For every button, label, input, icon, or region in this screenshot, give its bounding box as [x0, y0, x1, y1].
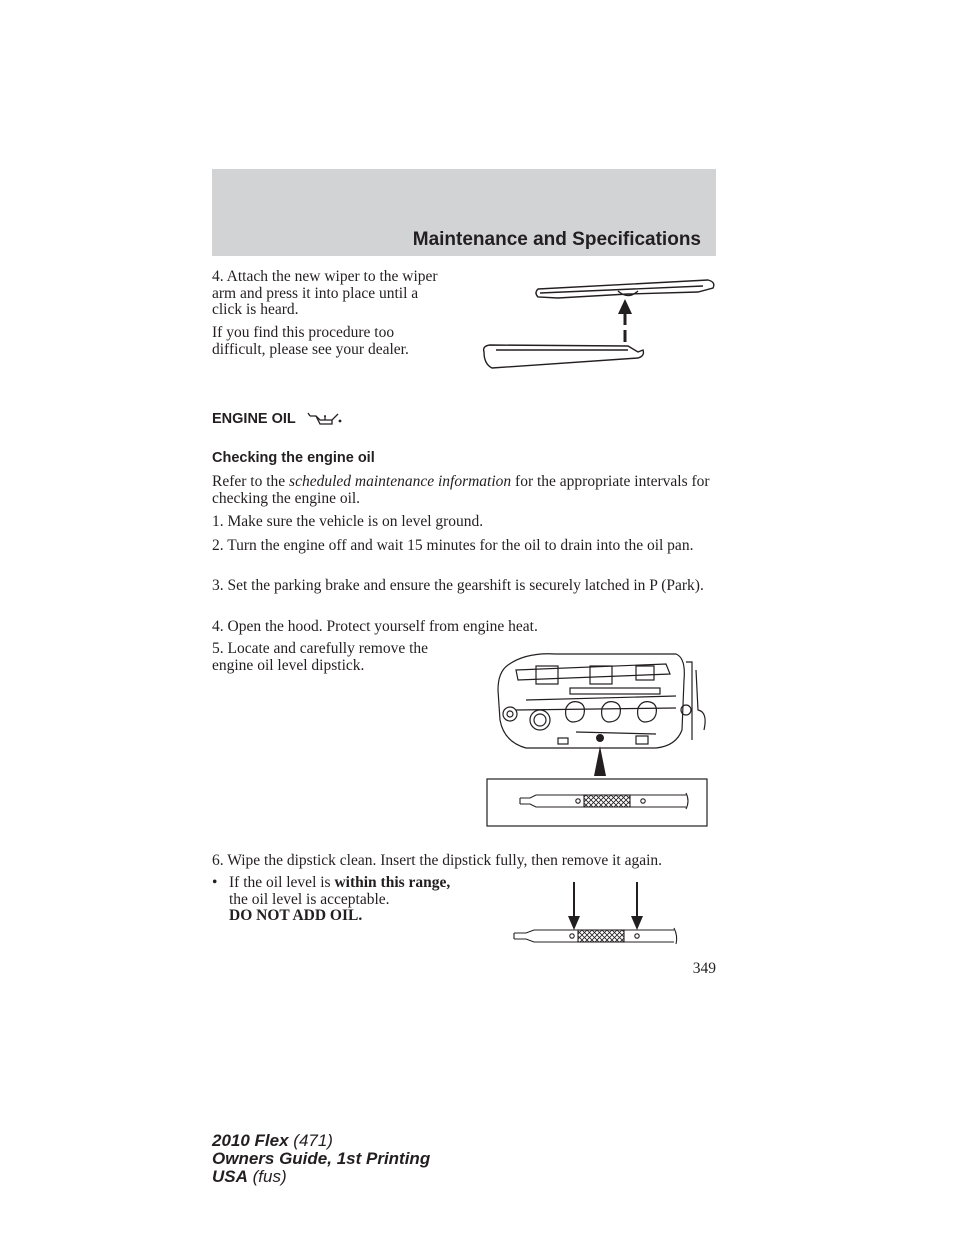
dipstick-range-illustration — [512, 880, 682, 948]
dipstick-closeup — [520, 793, 688, 809]
pointer-arrow — [594, 746, 606, 776]
wiper-difficult-note: If you find this procedure too difficult, please see your dealer. — [212, 324, 409, 358]
within-range-text: within this range, — [334, 874, 451, 891]
engine-dipstick-illustration — [486, 650, 712, 830]
step-1: 1. Make sure the vehicle is on level ground. — [212, 513, 484, 530]
step-5: 5. Locate and carefully remove the engine oil level dipstick. — [212, 640, 429, 674]
step-6: 6. Wipe the dipstick clean. Insert the dipstick fully, then remove it again. — [212, 852, 663, 869]
step-4: 4. Open the hood. Protect yourself from engine heat. — [212, 618, 538, 635]
oil-level-bullet: If the oil level is within this range, the oil level is acceptable. DO NOT ADD OIL. — [229, 874, 451, 924]
document-footer: 2010 Flex (471) Owners Guide, 1st Printing USA (fus) — [212, 1131, 431, 1186]
do-not-add-oil-warning: DO NOT ADD OIL. — [229, 907, 363, 924]
dipstick-location-marker — [596, 734, 604, 742]
down-arrow-max-icon — [631, 882, 643, 930]
page-title: Maintenance and Specifications — [412, 229, 701, 250]
intro-paragraph: Refer to the scheduled maintenance information for the appropriate intervals for checking the engine oil. — [212, 473, 710, 507]
checking-oil-subheading: Checking the engine oil — [212, 450, 375, 466]
down-arrow-min-icon — [568, 882, 580, 930]
page-number: 349 — [692, 960, 716, 977]
oil-can-icon — [306, 411, 342, 425]
wiper-illustration — [478, 272, 718, 376]
bullet-marker: • — [212, 874, 218, 891]
engine-oil-heading: ENGINE OIL — [212, 411, 342, 427]
scheduled-maintenance-ref: scheduled maintenance information — [289, 473, 512, 490]
wiper-step-4: 4. Attach the new wiper to the wiper arm and press it into place until a click is heard. — [212, 268, 438, 318]
step-2: 2. Turn the engine off and wait 15 minutes for the oil to drain into the oil pan. — [212, 537, 694, 554]
wiper-arm — [484, 345, 644, 368]
engine-outline — [498, 654, 684, 748]
up-arrow-icon — [618, 299, 632, 342]
step-3: 3. Set the parking brake and ensure the gearshift is securely latched in P (Park). — [212, 577, 704, 594]
